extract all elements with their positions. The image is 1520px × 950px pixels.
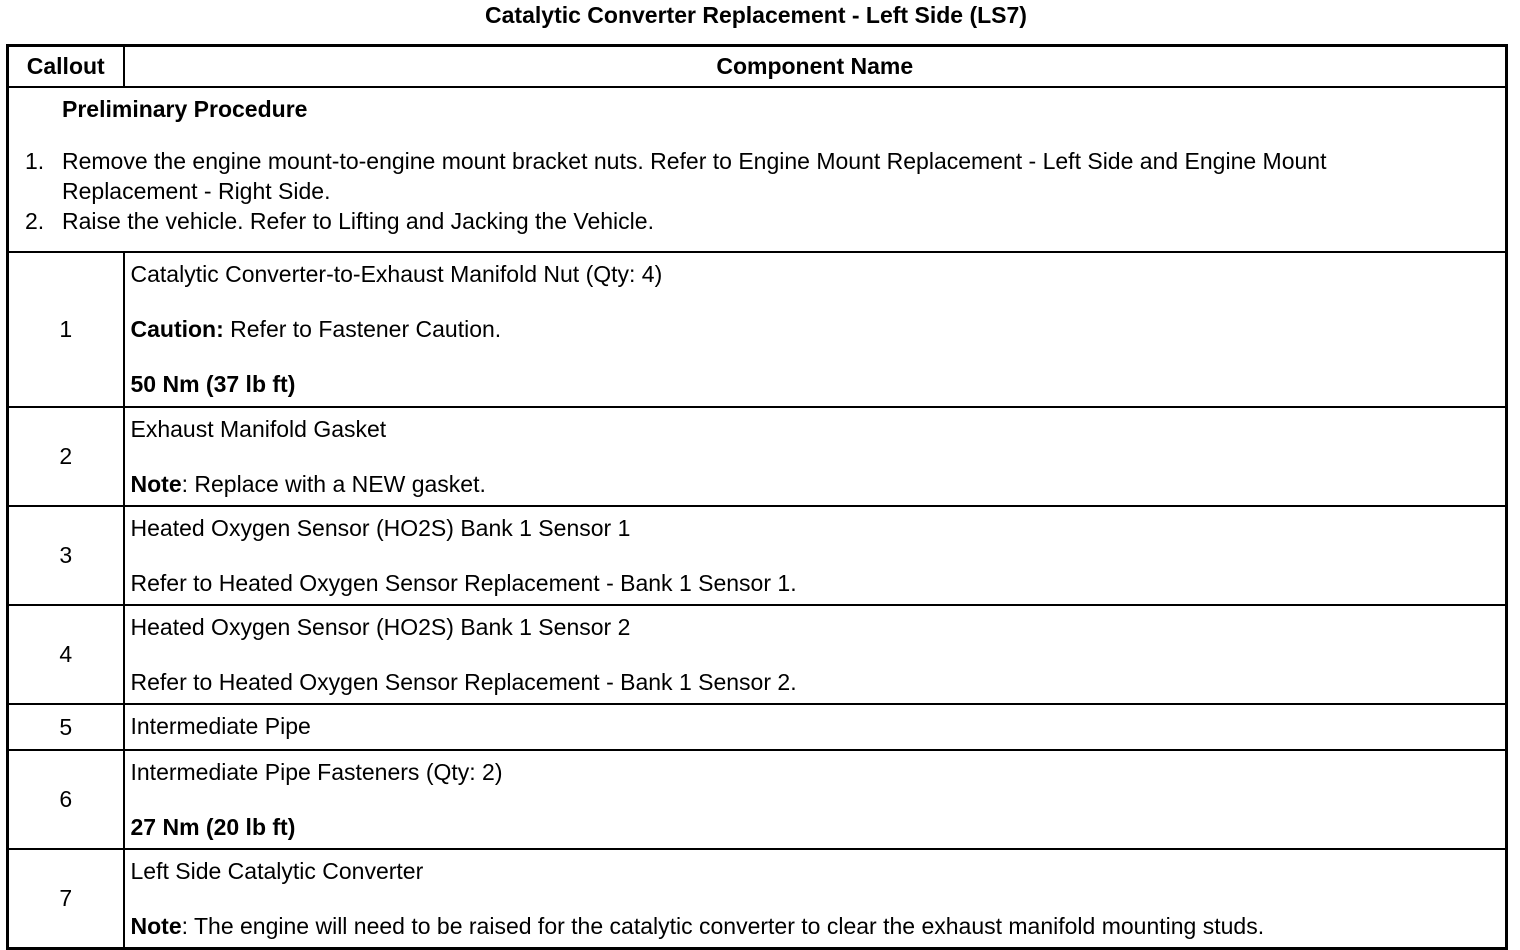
- components-table: [6, 44, 1508, 950]
- table-row: [8, 704, 1507, 750]
- table-row: [8, 506, 1507, 605]
- page-title: Catalytic Converter Replacement - Left Side (LS7): [485, 2, 1027, 28]
- component-cell: [124, 506, 1507, 605]
- callout-number: 6: [8, 750, 124, 849]
- preliminary-row: [8, 87, 1507, 252]
- note-text: : Replace with a NEW gasket.: [181, 471, 486, 497]
- component-cell: [124, 750, 1507, 849]
- preliminary-step: [9, 146, 1505, 206]
- component-cell: [124, 252, 1507, 407]
- component-reference: Refer to Heated Oxygen Sensor Replacement - Bank 1 Sensor 2.: [130, 669, 797, 695]
- step-number: 1.: [25, 148, 45, 174]
- torque-spec: 27 Nm (20 lb ft): [130, 814, 296, 840]
- table-row: [8, 605, 1507, 704]
- component-name: Heated Oxygen Sensor (HO2S) Bank 1 Sensor 2: [130, 614, 631, 640]
- callout-number: 3: [8, 506, 124, 605]
- component-reference: Refer to Heated Oxygen Sensor Replacement - Bank 1 Sensor 1.: [130, 570, 797, 596]
- note-label: Note: [130, 471, 182, 497]
- preliminary-heading: Preliminary Procedure: [62, 96, 308, 122]
- column-header-callout: Callout: [8, 46, 124, 88]
- callout-number: 2: [8, 407, 124, 506]
- component-note: [131, 469, 1500, 499]
- table-row: [8, 252, 1507, 407]
- table-row: [8, 750, 1507, 849]
- table-row: [8, 849, 1507, 949]
- callout-number: 1: [8, 252, 124, 407]
- torque-spec: 50 Nm (37 lb ft): [130, 371, 296, 397]
- table-header-row: [8, 46, 1507, 88]
- component-note: [131, 911, 1500, 941]
- component-cell: [124, 704, 1507, 750]
- callout-number: 4: [8, 605, 124, 704]
- component-name: Heated Oxygen Sensor (HO2S) Bank 1 Sensor 1: [130, 515, 631, 541]
- note-text: : The engine will need to be raised for the catalytic converter to clear the exhaust manifold mounting studs.: [181, 913, 1265, 939]
- preliminary-procedure: [8, 87, 1507, 252]
- preliminary-steps: [9, 146, 1505, 236]
- component-name: Left Side Catalytic Converter: [130, 858, 424, 884]
- step-text: Raise the vehicle. Refer to Lifting and Jacking the Vehicle.: [62, 208, 654, 234]
- component-cell: [124, 849, 1507, 949]
- step-text: Remove the engine mount-to-engine mount bracket nuts. Refer to Engine Mount Replacement - Left Side and Engine Mount Replacement - Right Side.: [62, 148, 1327, 204]
- step-number: 2.: [25, 208, 45, 234]
- column-header-component: Component Name: [124, 46, 1507, 88]
- preliminary-step: [9, 206, 1505, 236]
- component-name: Catalytic Converter-to-Exhaust Manifold Nut (Qty: 4): [130, 261, 663, 287]
- component-name: Intermediate Pipe Fasteners (Qty: 2): [130, 759, 503, 785]
- table-row: [8, 407, 1507, 506]
- component-name: Exhaust Manifold Gasket: [130, 416, 387, 442]
- caution-label: Caution:: [130, 316, 224, 342]
- component-cell: [124, 605, 1507, 704]
- component-cell: [124, 407, 1507, 506]
- callout-number: 5: [8, 704, 124, 750]
- component-name: Intermediate Pipe: [130, 713, 311, 739]
- callout-number: 7: [8, 849, 124, 949]
- component-caution: [131, 314, 1500, 344]
- note-label: Note: [130, 913, 182, 939]
- caution-text: Refer to Fastener Caution.: [223, 316, 502, 342]
